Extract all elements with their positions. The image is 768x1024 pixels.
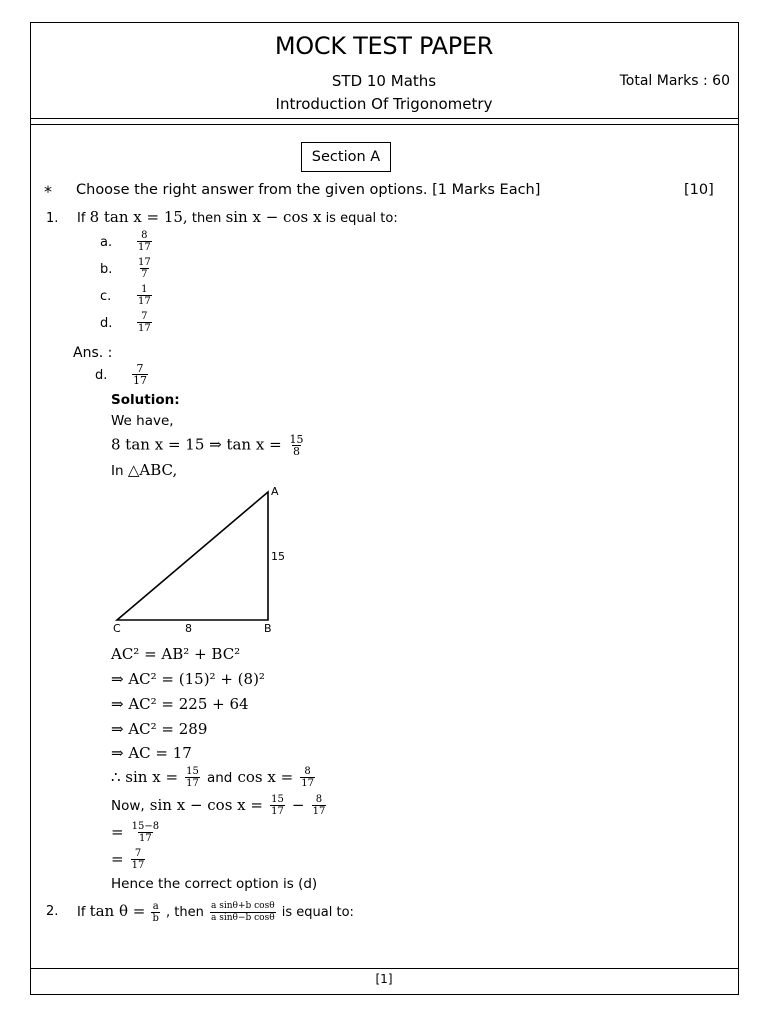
instruction-text: Choose the right answer from the given options. [1 Marks Each] bbox=[76, 182, 541, 198]
answer-fraction: $\frac{7}{17}$ bbox=[133, 362, 147, 387]
step-pythagoras: AC² = AB² + BC² bbox=[111, 645, 241, 663]
conclusion-text: Hence the correct option is (d) bbox=[111, 876, 318, 892]
step-sin-cos: ∴ sin x = $\frac{15}{17}$ and cos x = $\frac{8}{17}$ bbox=[111, 766, 314, 789]
page-title: MOCK TEST PAPER bbox=[274, 32, 494, 60]
step-final: = $\frac{7}{17}$ bbox=[111, 848, 145, 871]
option-letter: a. bbox=[100, 235, 113, 250]
vertex-a: A bbox=[271, 485, 279, 498]
option-letter: c. bbox=[100, 289, 112, 304]
subject-label: Introduction Of Trigonometry bbox=[275, 95, 493, 113]
question-number-2: 2. bbox=[46, 904, 59, 919]
step-add: ⇒ AC² = 225 + 64 bbox=[111, 695, 249, 713]
triangle-diagram bbox=[100, 480, 300, 640]
answer-letter: d. bbox=[95, 368, 108, 383]
step-substitute: ⇒ AC² = (15)² + (8)² bbox=[111, 670, 265, 688]
option-fraction: $\frac{8}{17}$ bbox=[138, 230, 151, 253]
instruction-bullet: * bbox=[44, 182, 52, 201]
we-have-text: We have, bbox=[111, 413, 174, 429]
vertex-c: C bbox=[113, 622, 121, 635]
header-divider-2 bbox=[30, 124, 739, 125]
option-letter: b. bbox=[100, 262, 113, 277]
option-fraction: $\frac{17}{7}$ bbox=[138, 257, 151, 280]
step-result: ⇒ AC = 17 bbox=[111, 744, 192, 762]
answer-label: Ans. : bbox=[73, 345, 113, 361]
section-label: Section A bbox=[301, 142, 391, 172]
option-fraction: $\frac{7}{17}$ bbox=[138, 311, 151, 334]
side-ab-length: 15 bbox=[271, 550, 285, 563]
question-2-text: If tan θ = $\frac{a}{b}$ , then $\frac{\text{a sinθ+b cosθ}}{\text{a sinθ−b cosθ}}$ is equal to: bbox=[77, 901, 354, 924]
header-divider-1 bbox=[30, 118, 739, 119]
vertex-b: B bbox=[264, 622, 272, 635]
in-triangle: In △ABC, bbox=[111, 461, 178, 479]
step-now: Now, sin x − cos x = $\frac{15}{17}$ − $\frac{8}{17}$ bbox=[111, 794, 326, 817]
question-number: 1. bbox=[46, 211, 59, 226]
option-fraction: $\frac{1}{17}$ bbox=[138, 284, 151, 307]
total-marks: Total Marks : 60 bbox=[619, 73, 730, 89]
triangle-shape bbox=[117, 492, 268, 620]
option-letter: d. bbox=[100, 316, 113, 331]
question-1-text: If 8 tan x = 15, then sin x − cos x is equal to: bbox=[77, 208, 398, 226]
step-combined: = $\frac{15-8}{17}$ bbox=[111, 821, 160, 844]
instruction-marks: [10] bbox=[684, 182, 714, 198]
page-number: [1] bbox=[375, 972, 393, 986]
side-bc-length: 8 bbox=[185, 622, 192, 635]
std-label: STD 10 Maths bbox=[331, 72, 437, 90]
step-tan: 8 tan x = 15 ⇒ tan x = $\frac{15}{8}$ bbox=[111, 433, 304, 458]
step-sum: ⇒ AC² = 289 bbox=[111, 720, 208, 738]
solution-label: Solution: bbox=[111, 392, 180, 408]
footer-divider bbox=[30, 968, 739, 969]
